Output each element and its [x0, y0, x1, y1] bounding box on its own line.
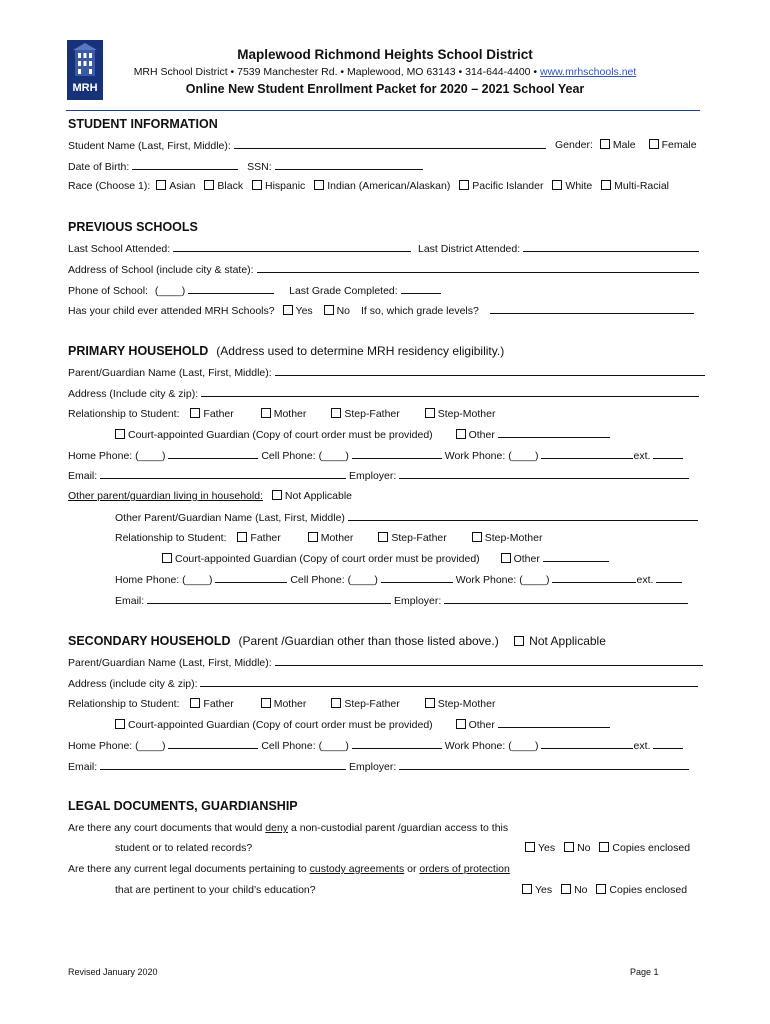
other-other-checkbox[interactable]: [501, 553, 511, 563]
grade-completed-label: Last Grade Completed:: [289, 285, 398, 297]
home-phone-label: Home Phone:: [68, 450, 133, 462]
secondary-address-field[interactable]: [200, 677, 698, 687]
court-guardian-checkbox[interactable]: [115, 429, 125, 439]
dob-field[interactable]: [132, 160, 238, 170]
legal-heading: LEGAL DOCUMENTS, GUARDIANSHIP: [68, 799, 298, 813]
legal-q2-line1: [68, 863, 510, 875]
ext-label: ext.: [633, 450, 651, 462]
legal-q2-orders: orders of protection: [419, 863, 510, 875]
district-name: Maplewood Richmond Heights School District: [237, 47, 533, 62]
primary-name-label: Parent/Guardian Name (Last, First, Middle):: [68, 367, 272, 379]
primary-address-row: [68, 387, 699, 400]
school-address-label: Address of School (include city & state):: [68, 264, 254, 276]
other-work-phone-field[interactable]: [552, 573, 636, 583]
secondary-email-row: [68, 760, 689, 773]
secondary-stepfather-checkbox[interactable]: [331, 698, 341, 708]
attended-question: Has your child ever attended MRH Schools?: [68, 305, 275, 317]
other-other-field[interactable]: [543, 552, 609, 562]
race-checkbox[interactable]: [601, 180, 611, 190]
primary-name-row: [68, 366, 705, 379]
other-other-label: Other: [513, 553, 540, 565]
secondary-home-phone-field[interactable]: [168, 739, 258, 749]
other-relation-field[interactable]: [498, 428, 610, 438]
stepfather-label: Step-Father: [344, 408, 400, 420]
attended-row: [68, 304, 694, 317]
legal-q1-yes-label: Yes: [538, 842, 556, 854]
packet-title: Online New Student Enrollment Packet for 2020 – 2021 School Year: [185, 82, 585, 96]
other-parent-row: [68, 490, 352, 502]
last-school-field[interactable]: [173, 242, 411, 252]
secondary-employer-field[interactable]: [399, 760, 689, 770]
other-ext-label: ext.: [636, 574, 654, 586]
secondary-stepmother-checkbox[interactable]: [425, 698, 435, 708]
secondary-heading-note: (Parent /Guardian other than those listed above.): [238, 634, 499, 648]
email-field[interactable]: [100, 469, 346, 479]
legal-q1-text-b: a non-custodial parent /guardian access to this: [288, 822, 509, 834]
secondary-mother-checkbox[interactable]: [261, 698, 271, 708]
other-name-row: [115, 511, 698, 524]
other-employer-field[interactable]: [444, 594, 688, 604]
secondary-heading-title: SECONDARY HOUSEHOLD: [68, 634, 231, 648]
other-parent-na-label: Not Applicable: [284, 490, 353, 502]
race-checkbox[interactable]: [552, 180, 562, 190]
district-contact: [0, 66, 770, 78]
attended-yes-label: Yes: [295, 305, 313, 317]
other-relationship-row: [115, 532, 542, 544]
race-option: Hispanic: [265, 180, 306, 192]
secondary-cell-phone-area[interactable]: (____): [318, 740, 349, 752]
stepfather-checkbox[interactable]: [331, 408, 341, 418]
other-parent-label: Other parent/guardian living in household:: [68, 490, 263, 502]
secondary-home-phone-label: Home Phone:: [68, 740, 133, 752]
gender-row: [555, 139, 697, 151]
race-option: Multi-Racial: [614, 180, 670, 192]
secondary-cell-phone-field[interactable]: [352, 739, 442, 749]
secondary-court-label: Court-appointed Guardian (Copy of court order must be provided): [128, 719, 433, 731]
legal-q1-no-checkbox[interactable]: [564, 842, 574, 852]
legal-q1-no-label: No: [577, 842, 591, 854]
stepmother-checkbox[interactable]: [425, 408, 435, 418]
logo-text: MRH: [72, 82, 98, 94]
other-home-phone-field[interactable]: [215, 573, 287, 583]
home-phone-area[interactable]: (____): [135, 450, 166, 462]
which-grade-label: If so, which grade levels?: [360, 305, 479, 317]
legal-q1-line2: student or to related records?: [115, 842, 253, 854]
header-divider: [66, 110, 700, 111]
secondary-stepfather-label: Step-Father: [344, 698, 400, 710]
other-name-label: Other Parent/Guardian Name (Last, First, Middle): [115, 512, 345, 524]
secondary-address-label: Address (include city & zip):: [68, 678, 198, 690]
secondary-work-phone-area[interactable]: (____): [508, 740, 539, 752]
website-link[interactable]: www.mrhschools.net: [540, 66, 637, 78]
attended-no-checkbox[interactable]: [324, 305, 334, 315]
legal-q2-no-checkbox[interactable]: [561, 884, 571, 894]
secondary-father-label: Father: [203, 698, 234, 710]
primary-relationship-row: [68, 408, 495, 420]
legal-q2-copies-checkbox[interactable]: [596, 884, 606, 894]
legal-q2-options: [522, 884, 687, 896]
footer-revised: Revised January 2020: [68, 967, 158, 977]
attended-no-label: No: [336, 305, 351, 317]
other-stepmother-checkbox[interactable]: [472, 532, 482, 542]
secondary-email-label: Email:: [68, 761, 98, 773]
gender-label: Gender:: [555, 139, 593, 151]
other-email-row: [115, 594, 688, 607]
legal-q2-text-a: Are there any current legal documents pertaining to: [68, 863, 310, 875]
last-district-label: Last District Attended:: [418, 243, 521, 255]
secondary-court-checkbox[interactable]: [115, 719, 125, 729]
other-father-label: Father: [250, 532, 281, 544]
father-label: Father: [203, 408, 234, 420]
other-stepmother-label: Step-Mother: [484, 532, 543, 544]
previous-heading: PREVIOUS SCHOOLS: [68, 220, 198, 234]
other-mother-checkbox[interactable]: [308, 532, 318, 542]
female-checkbox[interactable]: [649, 139, 659, 149]
work-phone-field[interactable]: [541, 449, 633, 459]
other-parent-na-checkbox[interactable]: [272, 490, 282, 500]
legal-q2-line2: that are pertinent to your child’s education?: [115, 884, 316, 896]
other-home-phone-label: Home Phone:: [115, 574, 180, 586]
dob-ssn-row: [68, 160, 423, 173]
race-option: Pacific Islander: [472, 180, 544, 192]
race-row: [68, 180, 669, 192]
secondary-address-row: [68, 677, 698, 690]
secondary-relationship-label: Relationship to Student:: [68, 698, 180, 710]
employer-field[interactable]: [399, 469, 689, 479]
secondary-heading: [68, 634, 606, 648]
school-phone-area[interactable]: (____): [154, 285, 186, 297]
other-court-checkbox[interactable]: [162, 553, 172, 563]
secondary-na-checkbox[interactable]: [514, 636, 524, 646]
father-checkbox[interactable]: [190, 408, 200, 418]
secondary-stepmother-label: Step-Mother: [437, 698, 496, 710]
legal-q1-copies-label: Copies enclosed: [612, 842, 691, 854]
secondary-other-checkbox[interactable]: [456, 719, 466, 729]
other-phones-row: [115, 573, 682, 586]
male-label: Male: [612, 139, 636, 151]
employer-label: Employer:: [349, 470, 397, 482]
other-father-checkbox[interactable]: [237, 532, 247, 542]
legal-q1-copies-checkbox[interactable]: [599, 842, 609, 852]
attended-yes-checkbox[interactable]: [283, 305, 293, 315]
which-grade-field[interactable]: [490, 304, 694, 314]
primary-name-field[interactable]: [275, 366, 705, 376]
home-phone-field[interactable]: [168, 449, 258, 459]
school-address-field[interactable]: [257, 263, 699, 273]
relationship-label: Relationship to Student:: [68, 408, 180, 420]
legal-q2-yes-checkbox[interactable]: [522, 884, 532, 894]
other-relationship-label: Relationship to Student:: [115, 532, 227, 544]
legal-q1-text-a: Are there any court documents that would: [68, 822, 266, 834]
primary-court-row: [115, 428, 610, 441]
other-cell-phone-label: Cell Phone:: [290, 574, 345, 586]
other-court-row: [162, 552, 609, 565]
last-school-row: [68, 242, 411, 255]
last-district-field[interactable]: [523, 242, 699, 252]
school-phone-label: Phone of School:: [68, 285, 148, 297]
other-court-label: Court-appointed Guardian (Copy of court order must be provided): [175, 553, 480, 565]
race-label: Race (Choose 1):: [68, 180, 151, 192]
legal-q2-or: or: [404, 863, 420, 875]
race-checkbox[interactable]: [204, 180, 214, 190]
secondary-na-label: Not Applicable: [529, 634, 606, 648]
grade-completed-field[interactable]: [401, 284, 441, 294]
work-phone-label: Work Phone:: [444, 450, 506, 462]
other-stepfather-checkbox[interactable]: [378, 532, 388, 542]
student-heading: STUDENT INFORMATION: [68, 117, 218, 131]
mother-checkbox[interactable]: [261, 408, 271, 418]
legal-q1-line1: [68, 822, 508, 834]
other-cell-phone-area[interactable]: (____): [347, 574, 378, 586]
secondary-home-phone-area[interactable]: (____): [135, 740, 166, 752]
legal-q2-custody: custody agreements: [309, 863, 405, 875]
legal-q1-yes-checkbox[interactable]: [525, 842, 535, 852]
legal-q1-deny: deny: [265, 822, 289, 834]
secondary-relationship-row: [68, 698, 495, 710]
last-school-label: Last School Attended:: [68, 243, 171, 255]
other-mother-label: Mother: [320, 532, 354, 544]
ext-field[interactable]: [653, 449, 683, 459]
primary-heading-note: (Address used to determine MRH residency eligibility.): [216, 344, 505, 358]
work-phone-area[interactable]: (____): [508, 450, 539, 462]
secondary-phones-row: [68, 739, 683, 752]
race-option: Indian (American/Alaskan): [327, 180, 451, 192]
secondary-name-label: Parent/Guardian Name (Last, First, Middle):: [68, 657, 272, 669]
secondary-ext-label: ext.: [633, 740, 651, 752]
school-address-row: [68, 263, 699, 276]
race-checkbox[interactable]: [314, 180, 324, 190]
race-option: White: [565, 180, 593, 192]
primary-email-row: [68, 469, 689, 482]
court-guardian-label: Court-appointed Guardian (Copy of court order must be provided): [128, 429, 433, 441]
mother-label: Mother: [273, 408, 307, 420]
other-email-field[interactable]: [147, 594, 391, 604]
race-checkbox[interactable]: [459, 180, 469, 190]
legal-q2-yes-label: Yes: [535, 884, 553, 896]
last-district-row: [418, 242, 699, 255]
other-work-phone-area[interactable]: (____): [519, 574, 550, 586]
primary-heading: [68, 344, 504, 358]
cell-phone-area[interactable]: (____): [318, 450, 349, 462]
other-home-phone-area[interactable]: (____): [182, 574, 213, 586]
other-ext-field[interactable]: [656, 573, 682, 583]
student-name-field[interactable]: [234, 139, 546, 149]
student-name-row: [68, 139, 546, 152]
legal-q2-no-label: No: [574, 884, 588, 896]
ssn-field[interactable]: [275, 160, 423, 170]
dob-label: Date of Birth:: [68, 161, 130, 173]
primary-phones-row: [68, 449, 683, 462]
race-checkbox[interactable]: [156, 180, 166, 190]
secondary-email-field[interactable]: [100, 760, 346, 770]
student-name-label: Student Name (Last, First, Middle):: [68, 140, 231, 152]
secondary-cell-phone-label: Cell Phone:: [261, 740, 316, 752]
cell-phone-label: Cell Phone:: [261, 450, 316, 462]
legal-q1-options: [525, 842, 690, 854]
secondary-ext-field[interactable]: [653, 739, 683, 749]
other-relation-label: Other: [468, 429, 495, 441]
school-phone-row: [68, 284, 441, 297]
race-checkbox[interactable]: [252, 180, 262, 190]
primary-heading-title: PRIMARY HOUSEHOLD: [68, 344, 209, 358]
cell-phone-field[interactable]: [352, 449, 442, 459]
secondary-work-phone-label: Work Phone:: [444, 740, 506, 752]
district-address: MRH School District • 7539 Manchester Rd. • Maplewood, MO 63143 • 314-644-4400 •: [133, 66, 541, 78]
school-phone-field[interactable]: [188, 284, 274, 294]
other-relation-checkbox[interactable]: [456, 429, 466, 439]
secondary-other-field[interactable]: [498, 718, 610, 728]
race-option: Black: [217, 180, 244, 192]
secondary-name-field[interactable]: [275, 656, 703, 666]
stepmother-label: Step-Mother: [437, 408, 496, 420]
other-stepfather-label: Step-Father: [391, 532, 447, 544]
male-checkbox[interactable]: [600, 139, 610, 149]
footer-page: Page 1: [630, 967, 659, 977]
primary-address-field[interactable]: [201, 387, 699, 397]
primary-address-label: Address (Include city & zip):: [68, 388, 199, 400]
email-label: Email:: [68, 470, 98, 482]
other-email-label: Email:: [115, 595, 145, 607]
other-name-field[interactable]: [348, 511, 698, 521]
secondary-employer-label: Employer:: [349, 761, 397, 773]
legal-q2-copies-label: Copies enclosed: [609, 884, 688, 896]
secondary-work-phone-field[interactable]: [541, 739, 633, 749]
secondary-court-row: [115, 718, 610, 731]
female-label: Female: [661, 139, 697, 151]
other-cell-phone-field[interactable]: [381, 573, 453, 583]
other-employer-label: Employer:: [394, 595, 442, 607]
secondary-mother-label: Mother: [273, 698, 307, 710]
secondary-name-row: [68, 656, 703, 669]
secondary-other-label: Other: [468, 719, 495, 731]
secondary-father-checkbox[interactable]: [190, 698, 200, 708]
other-work-phone-label: Work Phone:: [455, 574, 517, 586]
ssn-label: SSN:: [247, 161, 272, 173]
race-option: Asian: [169, 180, 196, 192]
